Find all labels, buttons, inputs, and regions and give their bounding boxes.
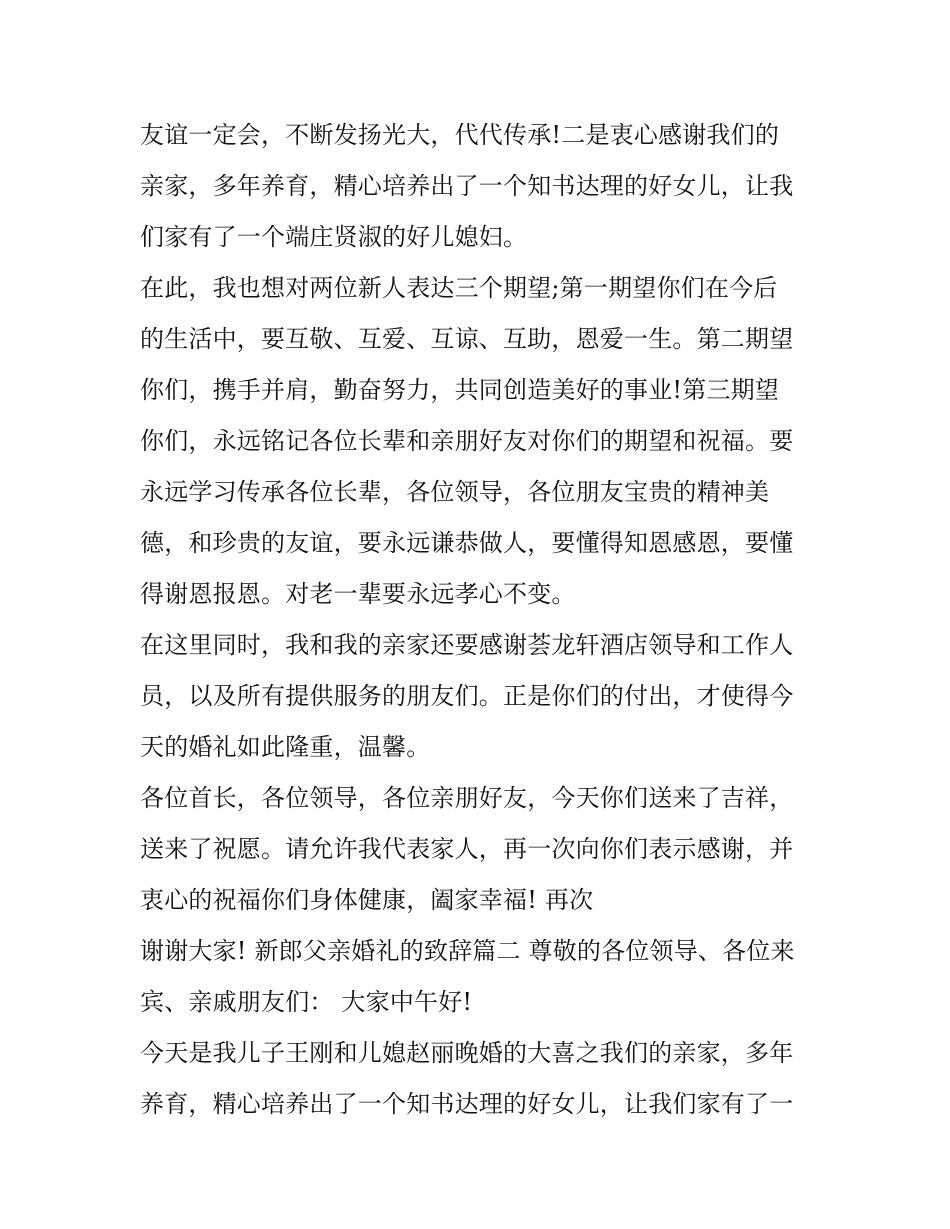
text-line: 送来了祝愿。请允许我代表家人，再一次向你们表示感谢，并 xyxy=(140,835,794,863)
text-line: 衷心的祝福你们身体健康，阖家幸福! 再次 xyxy=(140,886,594,914)
text-line: 各位首长，各位领导，各位亲朋好友，今天你们送来了吉祥， xyxy=(140,784,794,812)
text-line: 你们，永远铭记各位长辈和亲朋好友对你们的期望和祝福。要 xyxy=(140,427,794,455)
text-line: 们家有了一个端庄贤淑的好儿媳妇。 xyxy=(140,223,528,251)
document-body xyxy=(140,110,812,1130)
text-line: 德，和珍贵的友谊，要永远谦恭做人，要懂得知恩感恩，要懂 xyxy=(140,529,794,557)
text-line: 的生活中，要互敬、互爱、互谅、互助，恩爱一生。第二期望 xyxy=(140,325,794,353)
text-line: 亲家，多年养育，精心培养出了一个知书达理的好女儿，让我 xyxy=(140,172,794,200)
text-line: 得谢恩报恩。对老一辈要永远孝心不变。 xyxy=(140,580,576,608)
text-line: 宾、亲戚朋友们： 大家中午好! xyxy=(140,988,473,1016)
text-line: 在这里同时，我和我的亲家还要感谢荟龙轩酒店领导和工作人 xyxy=(140,631,794,659)
text-line: 你们，携手并肩，勤奋努力，共同创造美好的事业!第三期望 xyxy=(140,376,780,404)
text-line: 永远学习传承各位长辈，各位领导，各位朋友宝贵的精神美 xyxy=(140,478,770,506)
text-line: 谢谢大家! 新郎父亲婚礼的致辞篇二 尊敬的各位领导、各位来 xyxy=(140,937,795,965)
text-line: 友谊一定会，不断发扬光大，代代传承!二是衷心感谢我们的 xyxy=(140,121,780,149)
text-line: 在此，我也想对两位新人表达三个期望;第一期望你们在今后 xyxy=(140,274,778,302)
text-line: 天的婚礼如此隆重，温馨。 xyxy=(140,733,431,761)
text-line: 养育，精心培养出了一个知书达理的好女儿，让我们家有了一 xyxy=(140,1090,794,1118)
text-line: 员，以及所有提供服务的朋友们。正是你们的付出，才使得今 xyxy=(140,682,794,710)
text-line: 今天是我儿子王刚和儿媳赵丽晚婚的大喜之我们的亲家，多年 xyxy=(140,1039,794,1067)
